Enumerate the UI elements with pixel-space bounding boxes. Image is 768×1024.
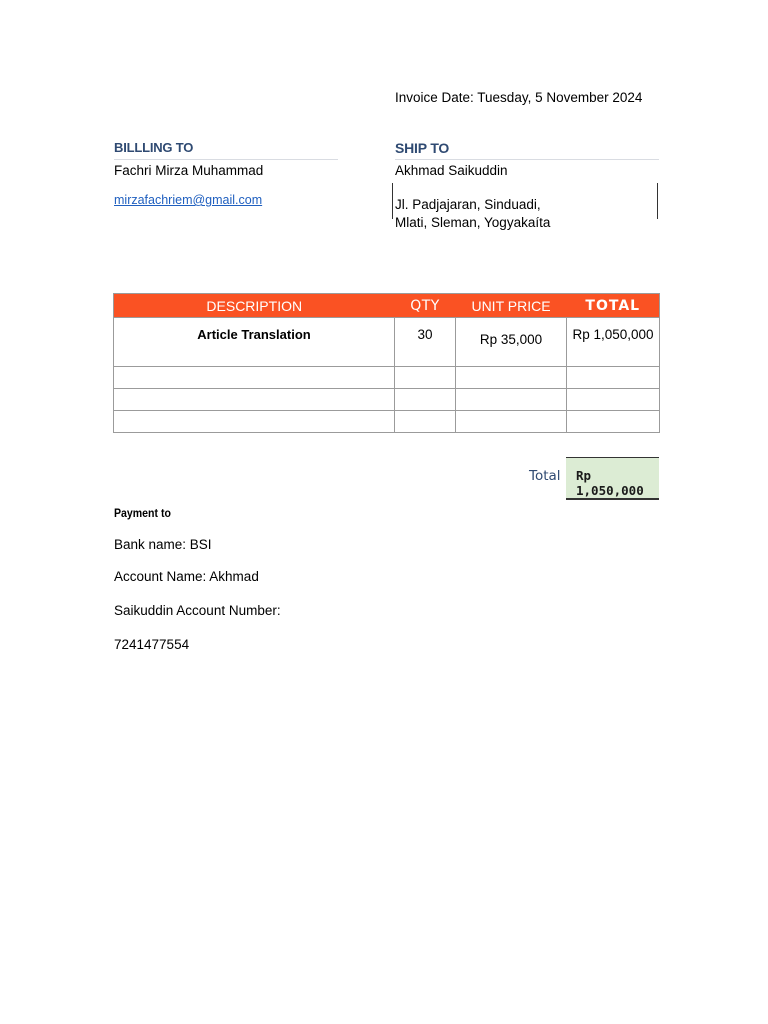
empty-table-row (114, 389, 660, 411)
item-total: Rp 1,050,000 (567, 318, 660, 367)
grand-total-label: Total (529, 468, 561, 484)
header-unit-price: UNIT PRICE (456, 294, 567, 318)
header-description: DESCRIPTION (114, 294, 395, 318)
shipping-address (395, 196, 550, 232)
shipping-divider (395, 159, 659, 160)
empty-table-row (114, 411, 660, 433)
billing-heading: BILLLING TO (114, 140, 194, 155)
billing-email-link[interactable]: mirzafachriem@gmail.com (114, 193, 263, 207)
shipping-name: Akhmad Saikuddin (395, 163, 508, 178)
item-qty: 30 (395, 318, 456, 367)
empty-cell (114, 389, 395, 411)
empty-cell (395, 367, 456, 389)
empty-cell (114, 411, 395, 433)
grand-total-value (566, 457, 659, 500)
address-left-border (392, 183, 393, 219)
items-table (113, 293, 660, 433)
payment-heading: Payment to (114, 506, 171, 520)
empty-cell (456, 389, 567, 411)
bank-name: Bank name: BSI (114, 537, 212, 552)
table-row (114, 318, 660, 367)
grand-total-currency: Rp (576, 468, 592, 483)
header-total: TOTAL (567, 294, 660, 318)
empty-cell (114, 367, 395, 389)
shipping-address-line2: Mlati, Sleman, Yogyakaíta (395, 215, 551, 230)
empty-cell (456, 367, 567, 389)
account-name: Account Name: Akhmad (114, 569, 259, 584)
billing-name: Fachri Mirza Muhammad (114, 163, 264, 178)
shipping-address-line1: Jl. Padjajaran, Sinduadi, (395, 197, 541, 212)
empty-cell (567, 411, 660, 433)
account-number-label: Saikuddin Account Number: (114, 603, 281, 618)
empty-cell (567, 389, 660, 411)
items-header-row (114, 294, 660, 318)
empty-cell (456, 411, 567, 433)
address-right-border (657, 183, 658, 219)
shipping-heading: SHIP TO (395, 140, 450, 156)
empty-table-row (114, 367, 660, 389)
empty-cell (567, 367, 660, 389)
grand-total-amount: 1,050,000 (576, 483, 644, 498)
header-qty: QTY (395, 294, 456, 318)
empty-cell (395, 411, 456, 433)
account-number: 7241477554 (114, 637, 190, 652)
empty-cell (395, 389, 456, 411)
invoice-date: Invoice Date: Tuesday, 5 November 2024 (395, 90, 643, 105)
item-description: Article Translation (114, 318, 395, 367)
billing-divider (114, 159, 338, 160)
item-unit-price: Rp 35,000 (456, 318, 567, 367)
